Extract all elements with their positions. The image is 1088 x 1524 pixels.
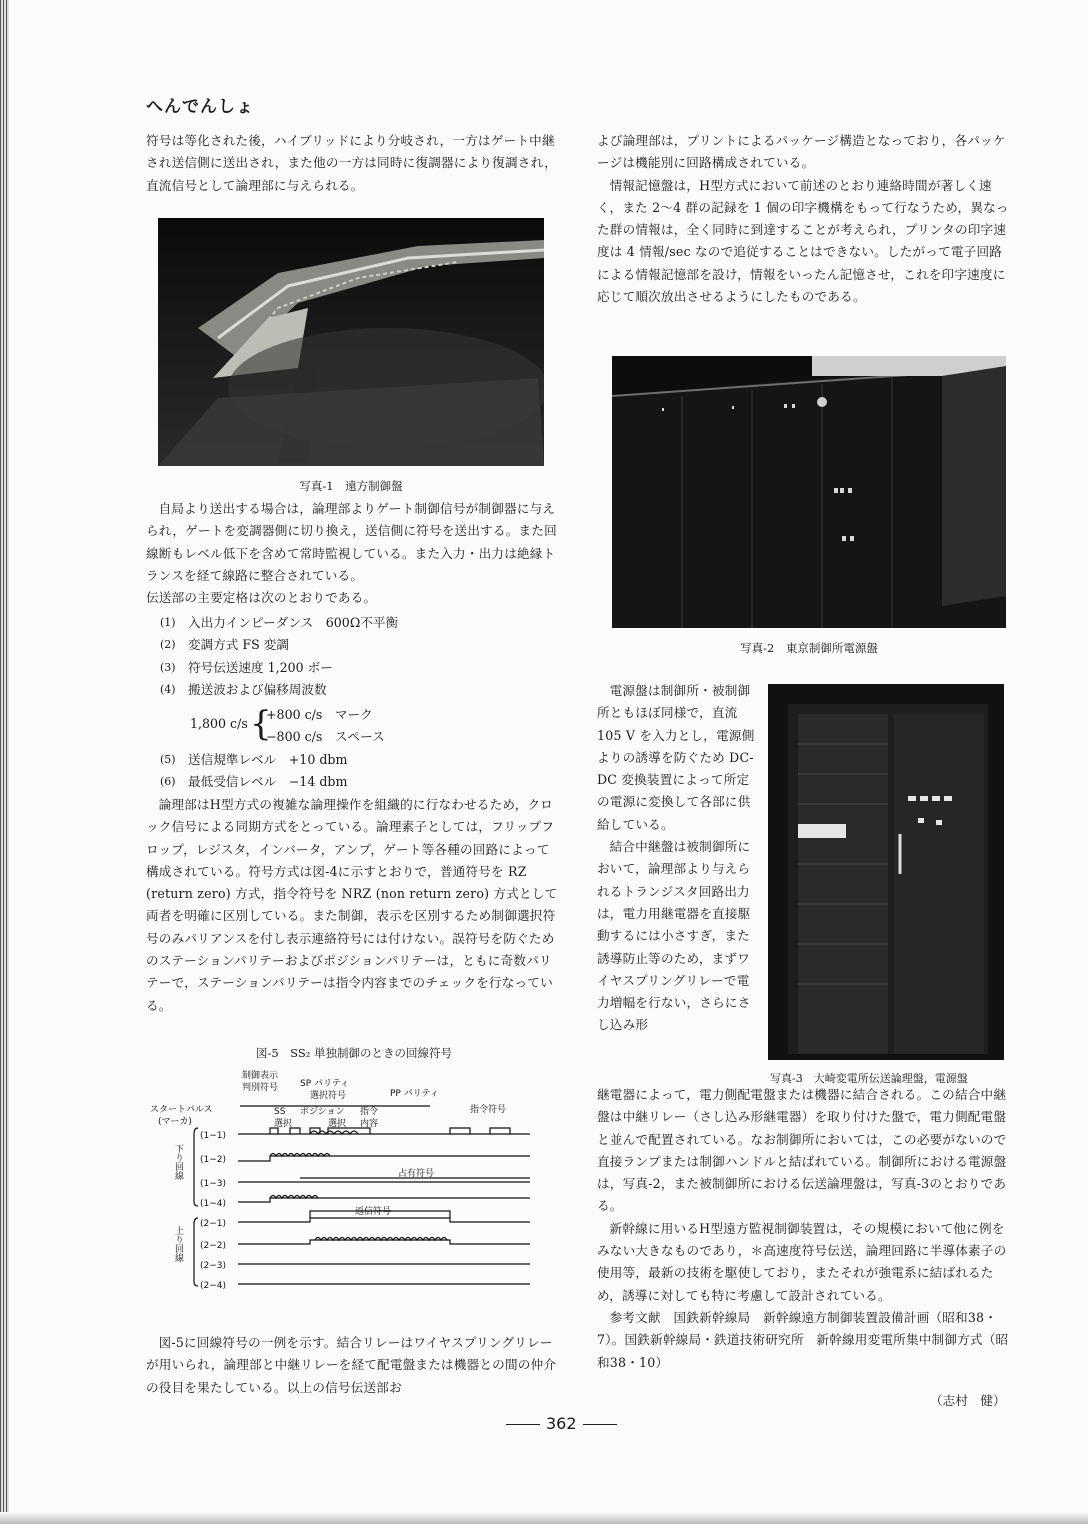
fig5-row-label: (1−1) bbox=[200, 1131, 227, 1141]
fig5-label: 指令 bbox=[360, 1107, 379, 1117]
fig5-marker-label: (マーカ) bbox=[158, 1117, 192, 1127]
photo-tokyo-power-panel bbox=[612, 356, 1006, 628]
fig5-up-label: 上り回線 bbox=[173, 1226, 183, 1262]
page-bottom-shadow bbox=[0, 1512, 1088, 1524]
fig5-label: ポジション bbox=[300, 1107, 345, 1117]
right-top-text bbox=[597, 130, 1013, 308]
fig5-label: 選択 bbox=[274, 1119, 293, 1129]
fig5-row-label: (2−1) bbox=[200, 1219, 227, 1229]
spec-item: (3) 符号伝送速度 1,200 ボー bbox=[160, 659, 333, 675]
spec-item: (1) 入出力インピーダンス 600Ω不平衡 bbox=[160, 615, 399, 630]
paragraph: 情報記憶盤は，H型方式において前述のとおり連絡時間が著しく速く，また 2〜4 群の記録を 1 個の印字機構をもって行なうため，異なった群の情報は，全く同時に到達することが考えられ，プリンタの印字速度は 4 情報/sec なので追従することはできない。したがって電子回路による情報記憶部を設け，情報をいったん記憶させ，これを印字速度に応じて順次放出させるようにしたものである。 bbox=[597, 177, 1009, 305]
fig5-label: 判別符号 bbox=[242, 1083, 279, 1093]
power-panel-image bbox=[612, 356, 1006, 628]
left-middle-text bbox=[146, 498, 562, 609]
paragraph: 結合中継盤は被制御所において，論理部より与えられるトランジスタ回路出力は，電力用継電器を直接駆動するには小さすぎ，また誘導防止等のため，まずワイヤスプリングリレーで電力増幅を行ない，さらにさし込み形 bbox=[597, 839, 751, 1033]
mark-frequency: +800 c/s マーク bbox=[266, 707, 373, 722]
photo1-caption: 写真-1 遠方制御盤 bbox=[299, 479, 403, 493]
spec-item: (6) 最低受信レベル −14 dbm bbox=[160, 774, 348, 790]
fig5-occupied-label: 占有符号 bbox=[398, 1169, 435, 1179]
paragraph: 電源盤は制御所・被制御所ともほぼ同様で，直流 105 V を入力とし，電源側よりの誘導を防ぐため DC-DC 変換装置によって所定の電源に変換して各部に供給している。 bbox=[597, 683, 755, 832]
fig5-label: SS bbox=[274, 1107, 286, 1117]
fig5-row-label: (1−3) bbox=[200, 1179, 227, 1189]
fig5-label: SP パリティ bbox=[300, 1079, 350, 1089]
book-binding-edge bbox=[0, 0, 9, 1524]
substation-panel-image bbox=[768, 684, 1004, 1060]
left-bottom-text bbox=[146, 1332, 562, 1399]
photo-remote-control-board bbox=[158, 218, 544, 466]
right-narrow-text bbox=[597, 680, 761, 1037]
space-frequency: −800 c/s スペース bbox=[266, 729, 385, 744]
left-top-text bbox=[146, 130, 562, 197]
page-number: 362 bbox=[500, 1414, 623, 1433]
fig5-title: 図-5 SS₂ 単独制御のときの回線符号 bbox=[255, 1046, 453, 1060]
fig5-line-code-diagram bbox=[150, 1066, 560, 1302]
running-header: へんでんしょ bbox=[146, 97, 254, 117]
fig5-down-label: 下り回線 bbox=[173, 1144, 183, 1180]
fig5-row-label: (1−2) bbox=[200, 1155, 227, 1165]
fig5-label: 選択符号 bbox=[310, 1091, 347, 1101]
left-logic-text bbox=[146, 794, 562, 1017]
author: （志村 健） bbox=[930, 1393, 1006, 1408]
paragraph: 自局より送出する場合は，論理部よりゲート制御信号が制御器に与えられ，ゲートを変調器側に切り換え，送信側に符号を送出する。また回線断もレベル低下を含めて常時監視している。また入力・出力は絶縁トランスを経て線路に整合されている。 bbox=[146, 501, 557, 583]
fig5-start-pulse-label: スタートパルス bbox=[150, 1105, 213, 1115]
spec-item: (4) 搬送波および偏移周波数 bbox=[160, 681, 327, 697]
control-board-image bbox=[158, 218, 544, 466]
paragraph: よび論理部は，プリントによるパッケージ構造となっており，各パッケージは機能別に回路構成されている。 bbox=[597, 133, 1006, 171]
photo2-caption: 写真-2 東京制御所電源盤 bbox=[740, 641, 878, 655]
fig5-row-label: (1−4) bbox=[200, 1199, 227, 1209]
paragraph: 継電器によって，電力側配電盤または機器に結合される。この結合中継盤は中継リレー（さし込み形継電器）を取り付けた盤で，電力側配電盤と並んで配置されている。なお制御所においては，この必要がないので直接ランプまたは制御ハンドルと結ばれている。制御所における電源盤は，写真-2，また被制御所における伝送論理盤は，写真-3のとおりである。 bbox=[597, 1087, 1007, 1214]
photo3-caption: 写真-3 大崎変電所伝送論理盤，電源盤 bbox=[770, 1072, 968, 1085]
fig5-label: 指令符号 bbox=[470, 1105, 507, 1115]
fig5-label: PP パリティ bbox=[390, 1089, 439, 1099]
paragraph: 新幹線に用いるH型遠方監視制御装置は，その規模において他に例をみない大きなものであり，＊高速度符号伝送，論理回路に半導体素子の使用等，最新の技術を駆使しており，またそれが強電系に結ばれるため，誘導に対しても特に考慮して設計されている。 bbox=[597, 1220, 1007, 1303]
fig5-row-label: (2−4) bbox=[200, 1281, 227, 1291]
spec-item: (2) 変調方式 FS 変調 bbox=[160, 637, 289, 653]
paragraph: 図-5に回線符号の一例を示す。結合リレーはワイヤスプリングリレーが用いられ，論理部と中継リレーを経て配電盤または機器との間の仲介の役目を果たしている。以上の信号伝送部お bbox=[146, 1335, 557, 1395]
base-frequency: 1,800 c/s bbox=[190, 716, 248, 731]
brace: { bbox=[250, 704, 272, 744]
fig5-reply-label: 返信符号 bbox=[355, 1207, 392, 1217]
fig5-row-label: (2−2) bbox=[200, 1241, 227, 1251]
photo-osaki-substation-panel bbox=[768, 684, 1004, 1060]
paragraph: 符号は等化された後，ハイブリッドにより分岐され，一方はゲート中継され送信側に送出され，また他の一方は同時に復調器により復調され，直流信号として論理部に与えられる。 bbox=[146, 133, 557, 193]
references: 参考文献 国鉄新幹線局 新幹線遠方制御装置設備計画（昭和38・7）。国鉄新幹線局・鉄道技術研究所 新幹線用変電所集中制御方式（昭和38・10） bbox=[597, 1309, 1009, 1370]
spec-list bbox=[160, 612, 398, 794]
fig5-row-label: (2−3) bbox=[200, 1261, 227, 1271]
paragraph: 伝送部の主要定格は次のとおりである。 bbox=[146, 590, 377, 606]
fig5-label: 内容 bbox=[360, 1119, 379, 1129]
spec-item: (5) 送信規準レベル +10 dbm bbox=[160, 752, 348, 768]
fig5-label: 選択 bbox=[328, 1119, 347, 1129]
right-bottom-text bbox=[597, 1084, 1013, 1374]
paragraph: 論理部はH型方式の複雑な論理操作を組織的に行なわせるため，クロック信号による同期方式をとっている。論理素子としては，フリップフロップ，レジスタ，インバータ，アンプ，ゲート等各種の回路によって構成されている。符号方式は図-4に示すとおりで，普通符号を RZ (return zero) 方式，指令符号を NRZ (non return zero) 方式として両者を明確に区別している。また制御，表示を区別するため制御選択符号のみパリアンスを付し表示連絡符号には付けない。誤符号を防ぐためのステーションパリテーおよびポジションパリテーは，ともに奇数パリテーで，ステーションパリテーは指令内容までのチェックを行なっている。 bbox=[146, 797, 558, 1013]
fig5-label: 制御表示 bbox=[242, 1071, 279, 1081]
